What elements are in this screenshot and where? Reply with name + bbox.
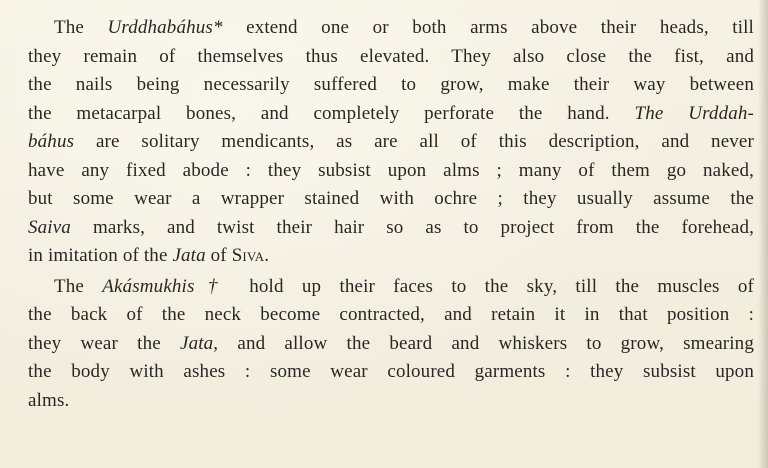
italic-term: Jata — [172, 245, 206, 266]
text-run: The — [54, 275, 103, 297]
paragraph-1-line-3: the nails being necessarily suffered to grow, make their way between — [28, 74, 754, 95]
paragraph-1-line-4 — [28, 100, 754, 129]
paragraph-2-line-1 — [28, 273, 754, 302]
text-run: are solitary mendicants, as are all of this description, and never — [74, 131, 754, 152]
paragraph-2-line-5: alms. — [28, 389, 70, 411]
page-edge-shadow — [758, 0, 768, 468]
text-run: the metacarpal bones, and completely perforate the hand. — [28, 102, 635, 124]
paragraph-1-line-8 — [28, 214, 754, 243]
paragraph-1-line-2: they remain of themselves thus elevated. They also close the fist, and — [28, 45, 754, 67]
text-run: , and allow the beard and whiskers to grow, smearing — [213, 332, 754, 354]
text-run: in imitation of the — [28, 245, 173, 266]
paragraph-1-line-7: but some wear a wrapper stained with ochre ; they usually assume the — [28, 188, 754, 209]
text-run: they wear the — [28, 332, 180, 354]
italic-term: Saiva — [28, 216, 71, 238]
italic-term: Akásmukhis† — [102, 275, 231, 297]
paragraph-2-line-4: the body with ashes : some wear coloured garments : they subsist upon — [28, 361, 754, 382]
body-text — [28, 14, 754, 415]
paragraph-1-line-6: have any fixed abode : they subsist upon alms ; many of them go naked, — [28, 159, 754, 181]
paragraph-2-line-3 — [28, 330, 754, 359]
text-run: extend one or both arms above their heads, till — [222, 17, 754, 38]
paragraph-2-line-2: the back of the neck become contracted, and retain it in that position : — [28, 304, 754, 325]
italic-term: Jata — [179, 332, 214, 354]
paragraph-1-line-9 — [28, 242, 754, 271]
text-run: hold up their faces to the sky, till the muscles of — [230, 275, 754, 297]
paragraph-1-line-1 — [28, 14, 754, 43]
italic-term: Urddhabáhus* — [107, 17, 223, 38]
paragraph-1-line-5 — [28, 128, 754, 157]
text-run: marks, and twist their hair so as to project from the forehead, — [70, 216, 754, 238]
text-run: of — [205, 245, 232, 266]
small-caps-name: Siva — [231, 245, 265, 266]
italic-term: The Urddah- — [634, 102, 754, 124]
text-run: . — [264, 245, 270, 266]
italic-term: báhus — [28, 131, 75, 152]
text-run: The — [54, 17, 108, 38]
